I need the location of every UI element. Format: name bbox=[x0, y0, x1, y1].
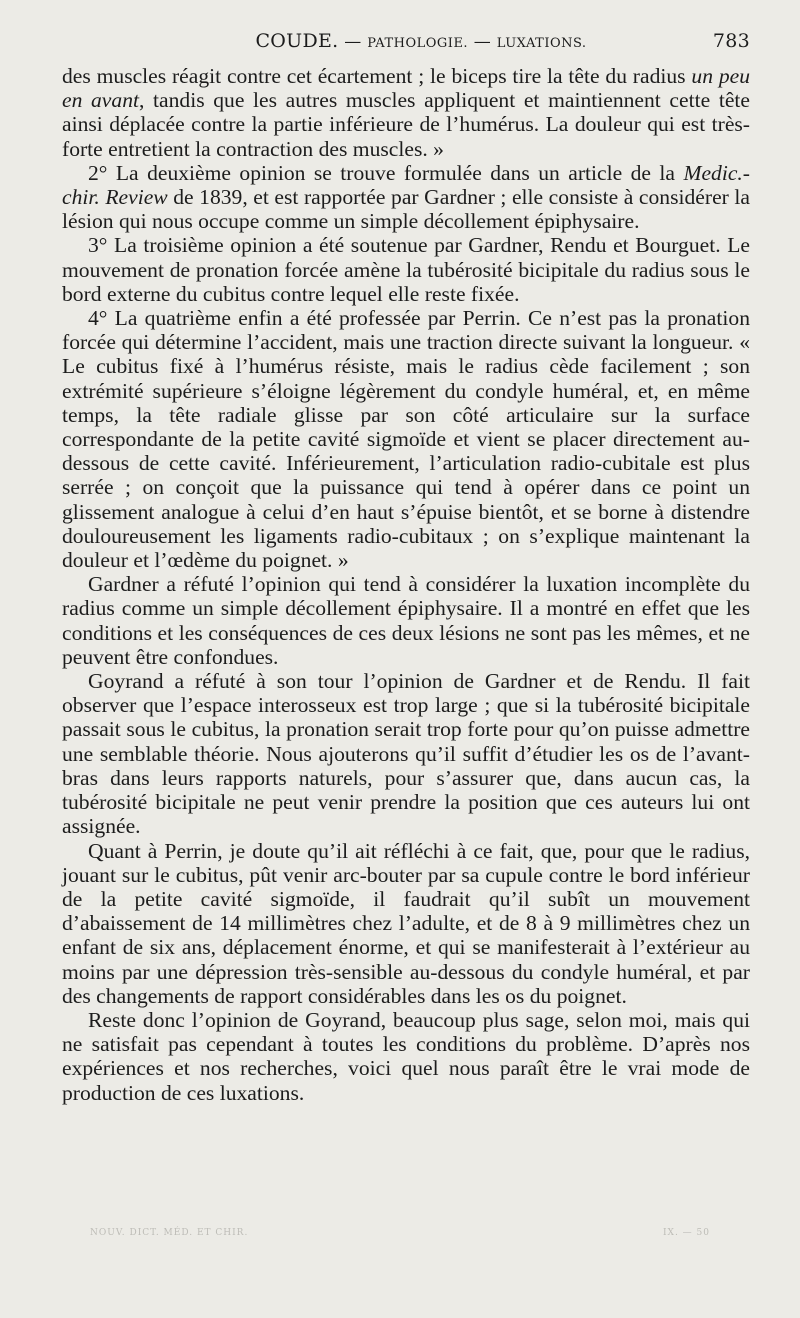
faint-footer bbox=[90, 1228, 710, 1238]
footer-signature: IX. — 50 bbox=[663, 1228, 710, 1238]
body-text bbox=[62, 64, 750, 1105]
paragraph-5: Gardner a réfuté l’opinion qui tend à considérer la luxation incomplète du radius comme un simple décollement épiphysaire. Il a montré en effet que les conditions et les conséquences de ces deux lésions ne sont pas les mêmes, et ne peuvent être confondues. bbox=[62, 572, 750, 669]
paragraph-1-italic: un peu en avant bbox=[62, 64, 751, 113]
paragraph-6: Goyrand a réfuté à son tour l’opinion de Gardner et de Rendu. Il fait observer que l’espace interosseux est trop large ; que si la tubérosité bicipitale passait sous le cubitus, la pronation serait trop forte pour qu’on puisse admettre une semblable théorie. Nous ajouterons qu’il suffit d’étudier les os de l’avant-bras dans leurs rapports naturels, pour s’assurer que, dans aucun cas, la tubérosité bicipitale ne peut venir prendre la position que ces auteurs lui ont assignée. bbox=[62, 669, 750, 839]
paragraph-2 bbox=[62, 161, 750, 234]
paragraph-7: Quant à Perrin, je doute qu’il ait réfléchi à ce fait, que, pour que le radius, jouant sur le cubitus, pût venir arc-bouter par sa cupule contre le bord inférieur de la petite cavité sigmoïde, il faudrait qu’il subît un mouvement d’abaissement de 14 millimètres chez l’adulte, et de 8 à 9 millimètres chez un enfant de six ans, déplacement énorme, et qui se manifesterait à l’extérieur au moins par une dépression très-sensible au-dessous du condyle huméral, et par des changements de rapport considérables dans les os du poignet. bbox=[62, 838, 750, 1008]
paragraph-4: 4° La quatrième enfin a été professée par Perrin. Ce n’est pas la pronation forcée qui détermine l’accident, mais une traction directe suivant la longueur. « Le cubitus fixé à l’humérus résiste, mais le radius cède facilement ; son extrémité supérieure s’éloigne légèrement du condyle huméral, et, en même temps, la tête radiale glisse par son côté articulaire sur la surface correspondante de la petite cavité sigmoïde et vient se placer directement au-dessous de cette cavité. Inférieurement, l’articulation radio-cubitale est plus serrée ; on conçoit que la puissance qui tend à opérer dans ce point un glissement analogue à celui d’en haut s’épuise bientôt, et se borne à distendre douloureusement les ligaments radio-cubitaux ; on s’explique maintenant la douleur et l’œdème du poignet. » bbox=[62, 306, 750, 573]
running-title-dash-1: — bbox=[338, 32, 368, 52]
paragraph-8: Reste donc l’opinion de Goyrand, beaucoup plus sage, selon moi, mais qui ne satisfait pas cependant à toutes les conditions du problème. D’après nos expériences et nos recherches, voici quel nous paraît être le vrai mode de production de ces luxations. bbox=[62, 1007, 750, 1105]
footer-imprint: NOUV. DICT. MÉD. ET CHIR. bbox=[90, 1228, 249, 1238]
running-title-luxations: LUXATIONS. bbox=[496, 36, 587, 51]
paragraph-1-start: des muscles réagit contre cet écartement ; le biceps tire la tête du radius bbox=[62, 64, 686, 88]
paragraph-1 bbox=[62, 64, 750, 161]
paragraph-2-rest: de 1839, et est rapportée par Gardner ; elle consiste à considérer la lésion qui nous occupe comme un simple décollement épiphysaire. bbox=[62, 185, 750, 234]
running-title-pathologie: PATHOLOGIE. bbox=[367, 36, 469, 51]
paragraph-1-rest: , tandis que les autres muscles appliquent et maintiennent cette tête ainsi déplacée contre la partie inférieure de l’humérus. La douleur qui est très-forte entretient la contraction des muscles. » bbox=[62, 88, 750, 161]
running-head bbox=[62, 30, 750, 64]
page-number: 783 bbox=[712, 30, 750, 52]
paragraph-2-start: 2° La deuxième opinion se trouve formulée dans un article de la bbox=[88, 160, 684, 185]
running-title-dash-2: — bbox=[468, 32, 497, 52]
running-title bbox=[255, 30, 586, 52]
paragraph-3: 3° La troisième opinion a été soutenue par Gardner, Rendu et Bourguet. Le mouvement de pronation forcée amène la tubérosité bicipitale du radius sous le bord externe du cubitus contre lequel elle reste fixée. bbox=[62, 233, 750, 306]
paragraph-2-italic: Medic.-chir. Review bbox=[62, 160, 750, 210]
running-title-main: COUDE. bbox=[255, 30, 339, 52]
